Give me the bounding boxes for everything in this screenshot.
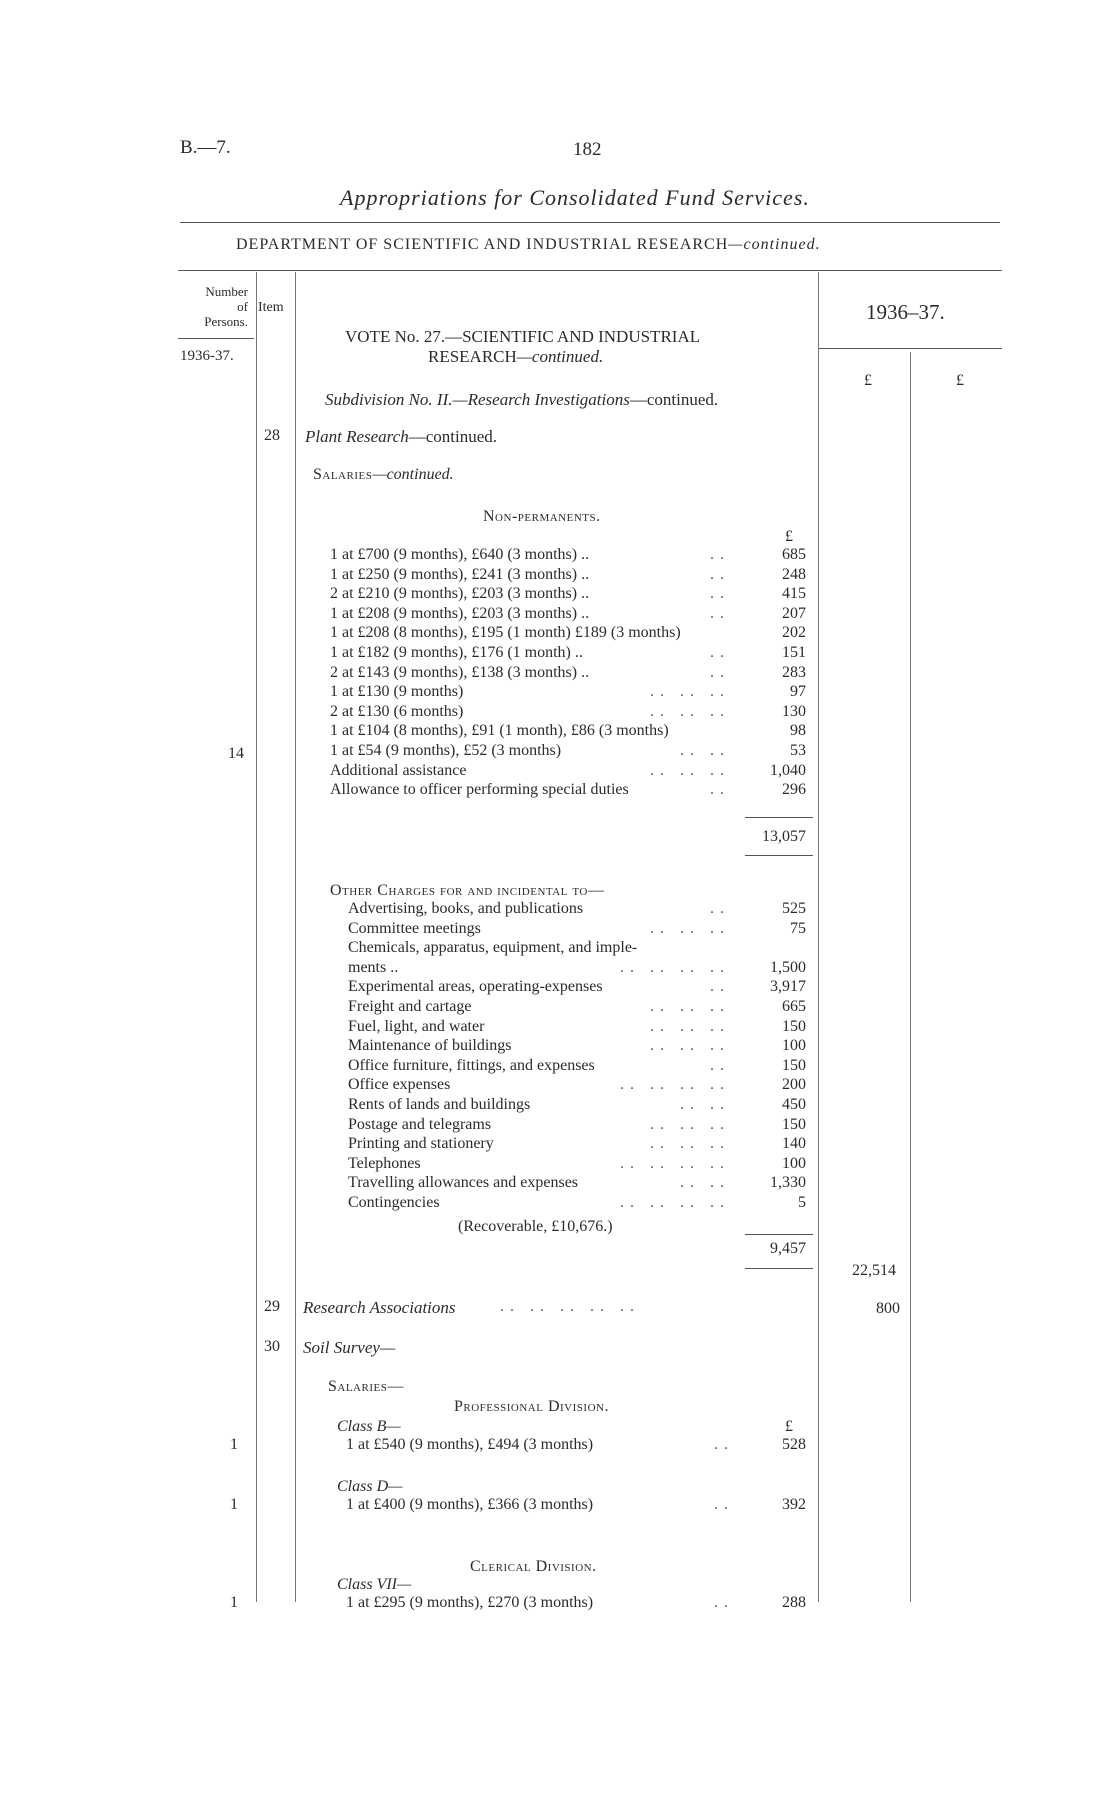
charge-row-text: Contingencies <box>348 1194 440 1211</box>
non-permanent-row-text: Allowance to officer performing special duties <box>330 781 629 799</box>
pound-column-1: £ <box>864 372 872 389</box>
non-permanent-row-amount: 151 <box>782 644 806 661</box>
charge-row-text: Experimental areas, operating-expenses <box>348 978 603 996</box>
item-30-salaries: Salaries— <box>328 1378 404 1395</box>
charge-row-text: Freight and cartage <box>348 998 472 1015</box>
salaries-total: 13,057 <box>762 828 806 845</box>
charge-row-text: Postage and telegrams <box>348 1115 492 1133</box>
vote-title-line2: RESEARCH—continued. <box>428 347 604 366</box>
class-vii-amount: 288 <box>782 1594 806 1611</box>
non-permanents-heading: Non-permanents. <box>483 508 601 525</box>
item-29-leader: .. .. .. .. .. <box>500 1298 640 1315</box>
non-permanent-row-leader: .. .. <box>680 742 730 759</box>
page-title: Appropriations for Consolidated Fund Services. <box>340 185 810 210</box>
item-29-title: Research Associations <box>303 1298 456 1317</box>
charge-row-amount: 150 <box>782 1017 806 1035</box>
class-d-leader: .. <box>714 1496 734 1513</box>
charge-row-leader: .. .. .. <box>650 1017 730 1035</box>
charge-row-amount: 150 <box>782 1115 806 1133</box>
charge-row-leader: .. .. <box>680 1174 730 1192</box>
class-vii-row: 1 at £295 (9 months), £270 (3 months) <box>346 1594 594 1611</box>
professional-division-heading: Professional Division. <box>454 1398 609 1415</box>
class-d-persons: 1 <box>230 1496 238 1513</box>
non-permanent-row-leader: .. .. .. <box>650 702 730 720</box>
charge-row-leader: .. .. .. .. <box>620 1194 730 1211</box>
charge-row-leader: .. .. <box>680 1096 730 1113</box>
non-permanent-row-leader: .. <box>710 565 730 583</box>
item-29-amount: 800 <box>876 1300 900 1317</box>
non-permanent-row-leader: .. .. .. <box>650 761 730 779</box>
non-permanent-row-leader: .. <box>710 546 730 563</box>
charge-row-text: Committee meetings <box>348 919 481 937</box>
charge-row-text: ments .. <box>348 958 399 976</box>
non-permanent-row-amount: 415 <box>782 585 806 603</box>
non-permanent-row-text: 1 at £208 (9 months), £203 (3 months) .. <box>330 604 590 622</box>
charge-row-text: Fuel, light, and water <box>348 1017 485 1035</box>
pound-column-2: £ <box>956 372 964 389</box>
non-permanent-row-text: 1 at £54 (9 months), £52 (3 months) <box>330 742 562 759</box>
charge-row-amount: 5 <box>798 1194 806 1211</box>
charge-row-leader: .. <box>710 900 730 917</box>
class-vii-leader: .. <box>714 1594 734 1611</box>
charge-row-leader: .. .. .. <box>650 1135 730 1153</box>
charge-row-amount: 75 <box>790 919 806 937</box>
item-30-number: 30 <box>264 1338 280 1355</box>
charge-row-leader: .. .. .. <box>650 1115 730 1133</box>
non-permanent-row-leader: .. <box>710 644 730 661</box>
charge-row-text: Advertising, books, and publications <box>348 900 584 917</box>
class-b-pound: £ <box>785 1418 793 1435</box>
item-28-persons: 14 <box>228 745 244 762</box>
charge-row-amount: 140 <box>782 1135 806 1153</box>
class-vii-persons: 1 <box>230 1594 238 1611</box>
non-permanent-row-text: 2 at £130 (6 months) <box>330 702 464 720</box>
item-30-title: Soil Survey— <box>303 1338 396 1357</box>
charge-row-leader: .. .. .. .. <box>620 958 730 976</box>
non-permanent-row-leader: .. <box>710 781 730 799</box>
recoverable-note: (Recoverable, £10,676.) <box>458 1218 613 1235</box>
charge-row-text: Office expenses <box>348 1076 451 1094</box>
charge-row-text: Chemicals, apparatus, equipment, and imple- <box>348 939 638 957</box>
non-permanent-row-amount: 97 <box>790 683 806 701</box>
pound-sign: £ <box>785 528 793 545</box>
charges-total: 9,457 <box>770 1240 806 1257</box>
page-reference: B.—7. <box>180 137 231 158</box>
non-permanent-row-text: 1 at £104 (8 months), £91 (1 month), £86 (3 months) <box>330 722 669 740</box>
class-b-label: Class B— <box>337 1418 401 1435</box>
clerical-division-heading: Clerical Division. <box>470 1558 597 1575</box>
charge-row-amount: 525 <box>782 900 806 917</box>
column-number-of-persons: Number of Persons. <box>204 284 248 329</box>
non-permanent-row-leader: .. <box>710 604 730 622</box>
charge-row-amount: 665 <box>782 998 806 1015</box>
item-28-salaries-heading: Salaries—continued. <box>313 466 454 483</box>
non-permanent-row-text: 1 at £130 (9 months) <box>330 683 464 701</box>
class-d-amount: 392 <box>782 1496 806 1513</box>
charge-row-leader: .. .. .. <box>650 919 730 937</box>
charge-row-amount: 100 <box>782 1154 806 1172</box>
charge-row-amount: 450 <box>782 1096 806 1113</box>
charge-row-amount: 150 <box>782 1056 806 1074</box>
charge-row-leader: .. <box>710 1056 730 1074</box>
vote-title-line1: VOTE No. 27.—SCIENTIFIC AND INDUSTRIAL <box>345 327 701 346</box>
charge-row-amount: 1,500 <box>770 958 806 976</box>
item-29-number: 29 <box>264 1298 280 1315</box>
non-permanent-row-amount: 130 <box>782 702 806 720</box>
charge-row-text: Printing and stationery <box>348 1135 494 1153</box>
non-permanent-row-amount: 296 <box>782 781 806 799</box>
non-permanent-row-amount: 53 <box>790 742 806 759</box>
other-charges-heading: Other Charges for and incidental to— <box>330 882 605 899</box>
class-b-row: 1 at £540 (9 months), £494 (3 months) <box>346 1436 594 1453</box>
item-28-number: 28 <box>264 427 280 444</box>
item-28-total: 22,514 <box>852 1262 896 1279</box>
class-b-persons: 1 <box>230 1436 238 1453</box>
charge-row-amount: 1,330 <box>770 1174 806 1192</box>
non-permanent-row-amount: 685 <box>782 546 806 563</box>
class-vii-label: Class VII— <box>337 1576 412 1593</box>
charge-row-text: Maintenance of buildings <box>348 1037 512 1055</box>
non-permanent-row-text: Additional assistance <box>330 761 467 779</box>
non-permanent-row-leader: .. <box>710 663 730 681</box>
non-permanent-row-text: 1 at £700 (9 months), £640 (3 months) .. <box>330 546 590 563</box>
charge-row-leader: .. .. .. <box>650 998 730 1015</box>
class-b-amount: 528 <box>782 1436 806 1453</box>
item-28-title: Plant Research—continued. <box>305 427 497 446</box>
charge-row-leader: .. <box>710 978 730 996</box>
non-permanent-row-amount: 207 <box>782 604 806 622</box>
non-permanent-row-text: 2 at £143 (9 months), £138 (3 months) .. <box>330 663 590 681</box>
charge-row-amount: 100 <box>782 1037 806 1055</box>
charge-row-leader: .. .. .. <box>650 1037 730 1055</box>
non-permanent-row-amount: 283 <box>782 663 806 681</box>
charge-row-text: Travelling allowances and expenses <box>348 1174 579 1192</box>
column-item: Item <box>258 300 284 315</box>
non-permanent-row-text: 1 at £250 (9 months), £241 (3 months) .. <box>330 565 590 583</box>
charge-row-amount: 200 <box>782 1076 806 1094</box>
page-number: 182 <box>573 139 602 160</box>
non-permanent-row-text: 1 at £182 (9 months), £176 (1 month) .. <box>330 644 583 661</box>
class-d-row: 1 at £400 (9 months), £366 (3 months) <box>346 1496 594 1513</box>
charge-row-text: Office furniture, fittings, and expenses <box>348 1056 595 1074</box>
non-permanent-row-text: 2 at £210 (9 months), £203 (3 months) .. <box>330 585 590 603</box>
non-permanent-row-amount: 1,040 <box>770 761 806 779</box>
subdivision-heading: Subdivision No. II.—Research Investigations—continued. <box>325 390 719 409</box>
column-year-left: 1936-37. <box>180 348 234 364</box>
charge-row-text: Rents of lands and buildings <box>348 1096 531 1113</box>
class-b-leader: .. <box>714 1436 734 1453</box>
non-permanent-row-leader: .. <box>710 585 730 603</box>
charge-row-text: Telephones <box>348 1154 421 1172</box>
non-permanent-row-text: 1 at £208 (8 months), £195 (1 month) £189 (3 months) <box>330 624 681 642</box>
charge-row-leader: .. .. .. .. <box>620 1076 730 1094</box>
column-year-right: 1936–37. <box>866 300 945 324</box>
non-permanent-row-amount: 202 <box>782 624 806 642</box>
charge-row-leader: .. .. .. .. <box>620 1154 730 1172</box>
class-d-label: Class D— <box>337 1478 403 1495</box>
non-permanent-row-amount: 98 <box>790 722 806 740</box>
non-permanent-row-amount: 248 <box>782 565 806 583</box>
department-heading: DEPARTMENT OF SCIENTIFIC AND INDUSTRIAL RESEARCH—continued. <box>236 236 821 253</box>
non-permanent-row-leader: .. .. .. <box>650 683 730 701</box>
charge-row-amount: 3,917 <box>770 978 806 996</box>
